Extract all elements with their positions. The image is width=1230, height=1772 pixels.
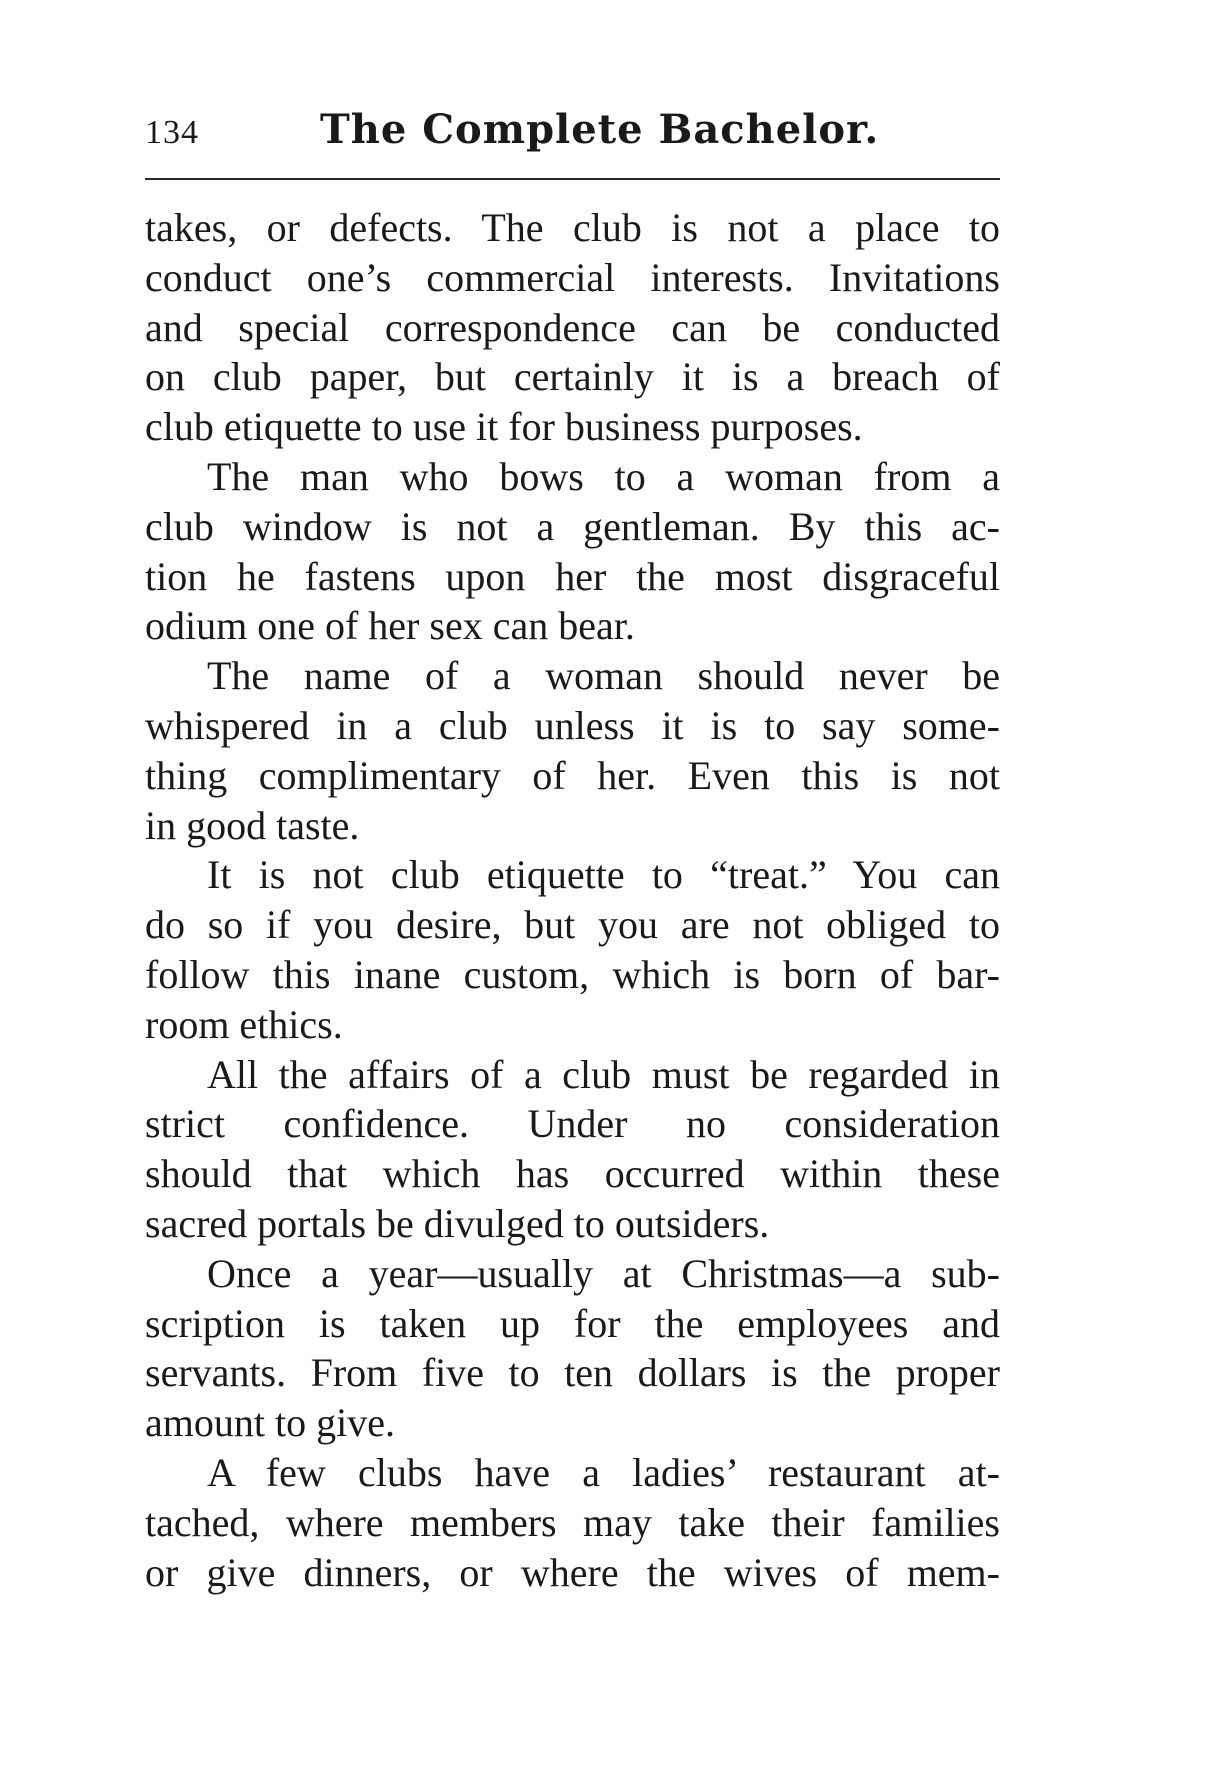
text-line: in good taste.: [145, 802, 360, 848]
text-line: sacred portals be divulged to outsiders.: [145, 1200, 770, 1246]
text-line: amount to give.: [145, 1400, 395, 1446]
running-title: The Complete Bachelor.: [320, 106, 880, 153]
text-line: on club paper, but certainly it is a breach of: [145, 354, 1000, 400]
text-line: The man who bows to a woman from a: [207, 453, 1000, 499]
text-line: All the affairs of a club must be regarded in: [207, 1051, 1000, 1097]
text-line: thing complimentary of her. Even this is not: [145, 752, 1000, 798]
text-line: A few clubs have a ladies’ restaurant at-: [207, 1449, 1000, 1495]
text-line: servants. From five to ten dollars is the proper: [145, 1350, 1000, 1396]
header-rule: [145, 178, 1000, 180]
text-line: club etiquette to use it for business purposes.: [145, 404, 863, 450]
text-line: and special correspondence can be conducted: [145, 304, 1000, 350]
text-line: strict confidence. Under no consideration: [145, 1101, 1000, 1147]
text-line: scription is taken up for the employees and: [145, 1300, 1000, 1346]
text-line: tached, where members may take their families: [145, 1499, 1000, 1545]
text-line: club window is not a gentleman. By this ac-: [145, 503, 1000, 549]
text-line: should that which has occurred within these: [145, 1151, 1000, 1197]
body-text: [145, 203, 1000, 1597]
text-line: or give dinners, or where the wives of mem-: [145, 1549, 1000, 1595]
page-header: [145, 100, 995, 160]
text-line: follow this inane custom, which is born of bar-: [145, 951, 1000, 997]
text-line: It is not club etiquette to “treat.” You can: [207, 852, 1000, 898]
text-line: takes, or defects. The club is not a place to: [145, 205, 1000, 250]
text-line: whispered in a club unless it is to say some-: [145, 702, 1000, 748]
text-line: do so if you desire, but you are not obliged to: [145, 902, 1000, 948]
text-line: conduct one’s commercial interests. Invitations: [145, 254, 1000, 300]
text-line: The name of a woman should never be: [207, 653, 1000, 699]
text-line: room ethics.: [145, 1001, 343, 1047]
page-number: 134: [145, 114, 199, 151]
text-line: Once a year—usually at Christmas—a sub-: [207, 1250, 1000, 1296]
text-line: odium one of her sex can bear.: [145, 603, 635, 649]
text-line: tion he fastens upon her the most disgraceful: [145, 553, 1000, 599]
